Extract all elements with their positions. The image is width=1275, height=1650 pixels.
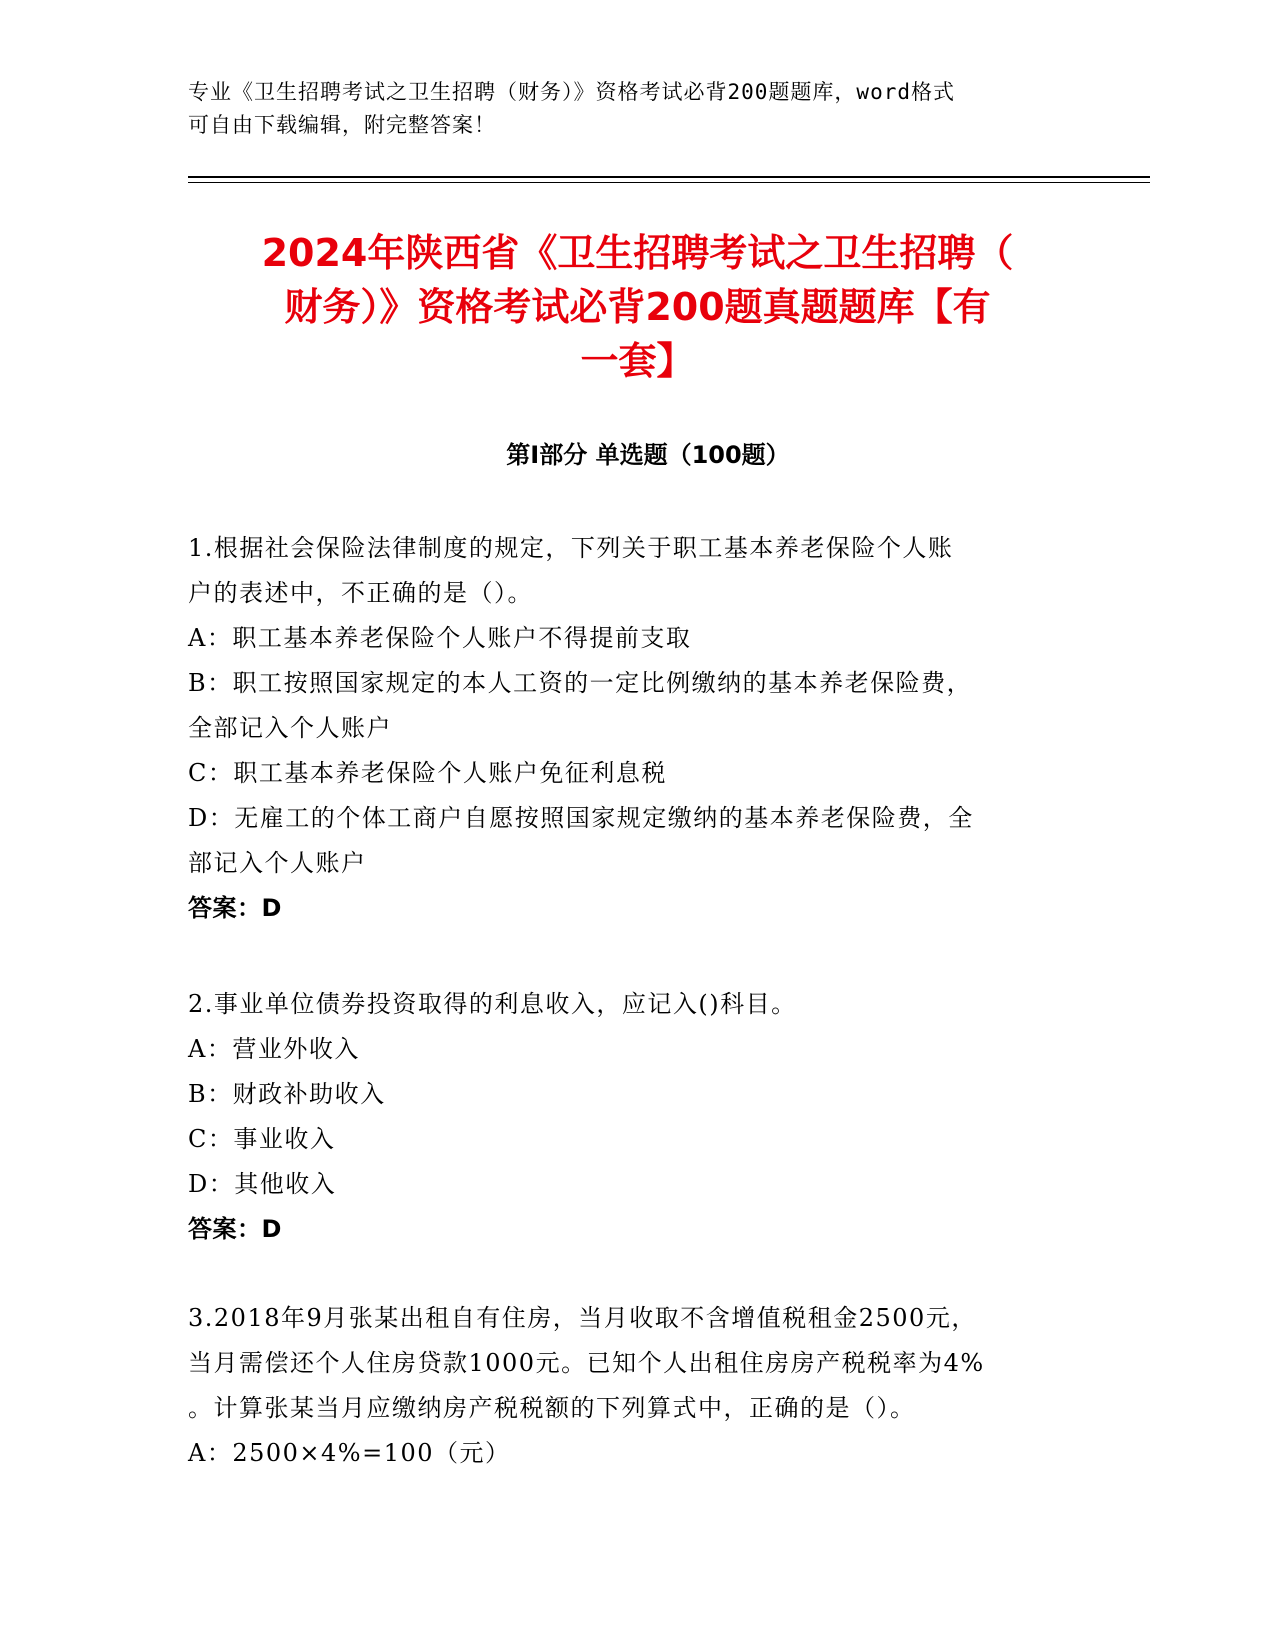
header-note-line-2: 可自由下载编辑，附完整答案！ [188,113,496,137]
header-divider-thick [188,176,1150,178]
question-stem-line: 当月需偿还个人住房贷款1000元。已知个人出租住房房产税税率为4% [188,1349,985,1377]
header-note [188,76,1068,142]
option-a: A：职工基本养老保险个人账户不得提前支取 [188,624,692,652]
question-stem-line: 3.2018年9月张某出租自有住房，当月收取不含增值税租金2500元， [188,1304,977,1332]
header-divider-thin [188,182,1150,183]
question-stem-line: 户的表述中，不正确的是（）。 [188,579,533,607]
option-d: D：无雇工的个体工商户自愿按照国家规定缴纳的基本养老保险费，全 [188,804,974,832]
document-title-line-1: 2024年陕西省《卫生招聘考试之卫生招聘（ [261,231,1014,275]
question-stem-line: 。计算张某当月应缴纳房产税税额的下列算式中，正确的是（）。 [188,1394,916,1422]
document-title-line-3: 一套】 [580,339,695,383]
answer-line: 答案：D [188,1215,282,1243]
option-a: A：2500×4%=100（元） [188,1439,511,1467]
question-2 [188,982,1088,1252]
option-c: C：事业收入 [188,1125,336,1153]
option-a: A：营业外收入 [188,1035,360,1063]
question-1 [188,526,1088,931]
document-title-line-2: 财务）》资格考试必背200题真题题库【有 [284,285,991,329]
option-d: D：其他收入 [188,1170,337,1198]
option-b: B：财政补助收入 [188,1080,386,1108]
question-stem-line: 1.根据社会保险法律制度的规定，下列关于职工基本养老保险个人账 [188,534,954,562]
document-title [170,226,1105,388]
option-b-continued: 全部记入个人账户 [188,714,392,742]
section-heading: 第I部分 单选题（100题） [506,441,790,469]
option-b: B：职工按照国家规定的本人工资的一定比例缴纳的基本养老保险费， [188,669,973,697]
question-stem-line: 2.事业单位债券投资取得的利息收入，应记入()科目。 [188,990,797,1018]
header-note-line-1: 专业《卫生招聘考试之卫生招聘（财务）》资格考试必背200题题库，word格式 [188,80,955,104]
answer-line: 答案：D [188,894,282,922]
option-c: C：职工基本养老保险个人账户免征利息税 [188,759,667,787]
question-3 [188,1296,1088,1476]
option-d-continued: 部记入个人账户 [188,849,367,877]
